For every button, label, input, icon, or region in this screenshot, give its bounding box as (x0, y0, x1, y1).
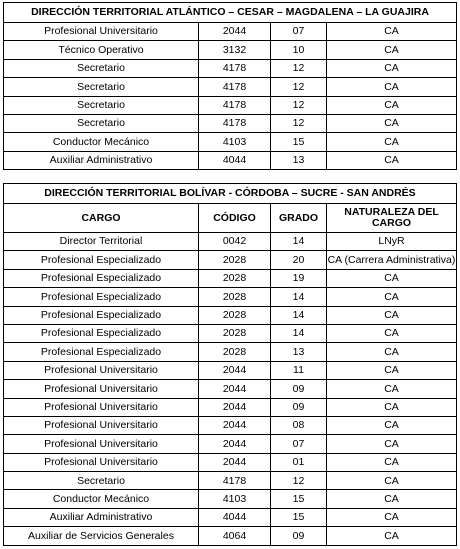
table-row (4, 508, 457, 526)
column-header-codigo: CÓDIGO (199, 204, 271, 233)
cell-codigo: 4064 (199, 527, 271, 545)
cell-codigo: 2044 (199, 380, 271, 398)
cell-grado: 13 (271, 151, 327, 169)
cell-codigo: 2044 (199, 23, 271, 41)
cell-cargo: Profesional Universitario (4, 435, 199, 453)
cell-cargo: Profesional Especializado (4, 269, 199, 287)
cell-grado: 14 (271, 306, 327, 324)
cell-cargo: Profesional Universitario (4, 416, 199, 434)
cell-codigo: 2028 (199, 306, 271, 324)
table-atlantico-cesar-magdalena-guajira (3, 2, 457, 170)
cell-cargo: Secretario (4, 96, 199, 114)
cell-naturaleza: CA (327, 416, 457, 434)
cell-codigo: 3132 (199, 41, 271, 59)
cell-naturaleza: CA (327, 59, 457, 77)
cell-cargo: Profesional Universitario (4, 380, 199, 398)
table-title: DIRECCIÓN TERRITORIAL ATLÁNTICO – CESAR – MAGDALENA – LA GUAJIRA (4, 3, 457, 23)
cell-naturaleza: CA (327, 324, 457, 342)
cell-codigo: 2028 (199, 288, 271, 306)
cell-codigo: 2044 (199, 416, 271, 434)
cell-grado: 10 (271, 41, 327, 59)
cell-grado: 09 (271, 527, 327, 545)
cell-codigo: 2028 (199, 269, 271, 287)
cell-grado: 09 (271, 380, 327, 398)
table-row (4, 306, 457, 324)
cell-codigo: 0042 (199, 233, 271, 251)
table-body (4, 233, 457, 546)
cell-cargo: Conductor Mecánico (4, 490, 199, 508)
cell-naturaleza: CA (327, 361, 457, 379)
cell-grado: 14 (271, 233, 327, 251)
cell-naturaleza: CA (327, 288, 457, 306)
cell-codigo: 4044 (199, 151, 271, 169)
cell-grado: 08 (271, 416, 327, 434)
table-row (4, 527, 457, 545)
cell-codigo: 2028 (199, 251, 271, 269)
cell-grado: 14 (271, 324, 327, 342)
cell-cargo: Profesional Especializado (4, 324, 199, 342)
table-body (4, 23, 457, 170)
cell-naturaleza: CA (327, 527, 457, 545)
table-title: DIRECCIÓN TERRITORIAL BOLÍVAR - CÓRDOBA – SUCRE - SAN ANDRÉS (4, 184, 457, 204)
cell-cargo: Profesional Especializado (4, 288, 199, 306)
cell-grado: 11 (271, 361, 327, 379)
cell-cargo: Secretario (4, 78, 199, 96)
cell-codigo: 2044 (199, 361, 271, 379)
cell-grado: 12 (271, 96, 327, 114)
cell-cargo: Profesional Especializado (4, 306, 199, 324)
cell-codigo: 2044 (199, 398, 271, 416)
cell-naturaleza: CA (327, 133, 457, 151)
cell-cargo: Auxiliar Administrativo (4, 151, 199, 169)
table-row (4, 490, 457, 508)
cell-grado: 12 (271, 472, 327, 490)
cell-naturaleza: CA (327, 508, 457, 526)
cell-grado: 14 (271, 288, 327, 306)
cell-codigo: 2028 (199, 324, 271, 342)
cell-cargo: Profesional Universitario (4, 453, 199, 471)
table-row (4, 96, 457, 114)
table-row (4, 233, 457, 251)
cell-naturaleza: CA (327, 151, 457, 169)
cell-cargo: Secretario (4, 59, 199, 77)
cell-naturaleza: CA (327, 490, 457, 508)
cell-cargo: Profesional Universitario (4, 23, 199, 41)
table-row (4, 269, 457, 287)
cell-grado: 07 (271, 435, 327, 453)
cell-codigo: 4044 (199, 508, 271, 526)
cell-codigo: 4103 (199, 133, 271, 151)
table-row (4, 114, 457, 132)
cell-codigo: 4178 (199, 78, 271, 96)
table-row (4, 361, 457, 379)
cell-grado: 15 (271, 133, 327, 151)
table-row (4, 78, 457, 96)
cell-grado: 07 (271, 23, 327, 41)
cell-naturaleza: LNyR (327, 233, 457, 251)
cell-naturaleza: CA (327, 114, 457, 132)
column-header-naturaleza: NATURALEZA DEL CARGO (327, 204, 457, 233)
table-row (4, 380, 457, 398)
cell-codigo: 2044 (199, 453, 271, 471)
cell-cargo: Conductor Mecánico (4, 133, 199, 151)
cell-grado: 13 (271, 343, 327, 361)
cell-naturaleza: CA (327, 435, 457, 453)
cell-grado: 12 (271, 59, 327, 77)
cell-naturaleza: CA (Carrera Administrativa) (327, 251, 457, 269)
cell-naturaleza: CA (327, 343, 457, 361)
column-header-grado: GRADO (271, 204, 327, 233)
table-row (4, 453, 457, 471)
table-title-row (4, 184, 457, 204)
cell-grado: 09 (271, 398, 327, 416)
table-row (4, 324, 457, 342)
cell-naturaleza: CA (327, 23, 457, 41)
cell-cargo: Técnico Operativo (4, 41, 199, 59)
cell-codigo: 2044 (199, 435, 271, 453)
cell-cargo: Profesional Universitario (4, 361, 199, 379)
column-header-cargo: CARGO (4, 204, 199, 233)
cell-naturaleza: CA (327, 398, 457, 416)
cell-naturaleza: CA (327, 269, 457, 287)
cell-cargo: Auxiliar de Servicios Generales (4, 527, 199, 545)
cell-cargo: Director Territorial (4, 233, 199, 251)
cell-grado: 20 (271, 251, 327, 269)
cell-naturaleza: CA (327, 96, 457, 114)
cell-cargo: Profesional Especializado (4, 343, 199, 361)
cell-cargo: Auxiliar Administrativo (4, 508, 199, 526)
cell-codigo: 4178 (199, 96, 271, 114)
cell-naturaleza: CA (327, 380, 457, 398)
cell-grado: 15 (271, 490, 327, 508)
cell-naturaleza: CA (327, 78, 457, 96)
table-row (4, 398, 457, 416)
cell-naturaleza: CA (327, 306, 457, 324)
cell-codigo: 4178 (199, 59, 271, 77)
cell-codigo: 2028 (199, 343, 271, 361)
cell-grado: 12 (271, 78, 327, 96)
table-header-row (4, 204, 457, 233)
table-row (4, 472, 457, 490)
cell-grado: 19 (271, 269, 327, 287)
cell-codigo: 4178 (199, 114, 271, 132)
cell-grado: 12 (271, 114, 327, 132)
cell-cargo: Secretario (4, 472, 199, 490)
table-bolivar-cordoba-sucre-san-andres (3, 183, 457, 546)
table-row (4, 416, 457, 434)
table-row (4, 288, 457, 306)
table-row (4, 435, 457, 453)
cell-codigo: 4103 (199, 490, 271, 508)
table-row (4, 41, 457, 59)
cell-naturaleza: CA (327, 472, 457, 490)
table-title-row (4, 3, 457, 23)
cell-cargo: Profesional Universitario (4, 398, 199, 416)
table-row (4, 59, 457, 77)
cell-naturaleza: CA (327, 453, 457, 471)
table-row (4, 23, 457, 41)
cell-cargo: Profesional Especializado (4, 251, 199, 269)
table-row (4, 251, 457, 269)
cell-naturaleza: CA (327, 41, 457, 59)
table-row (4, 133, 457, 151)
cell-grado: 15 (271, 508, 327, 526)
cell-codigo: 4178 (199, 472, 271, 490)
cell-grado: 01 (271, 453, 327, 471)
table-row (4, 151, 457, 169)
table-row (4, 343, 457, 361)
cell-cargo: Secretario (4, 114, 199, 132)
